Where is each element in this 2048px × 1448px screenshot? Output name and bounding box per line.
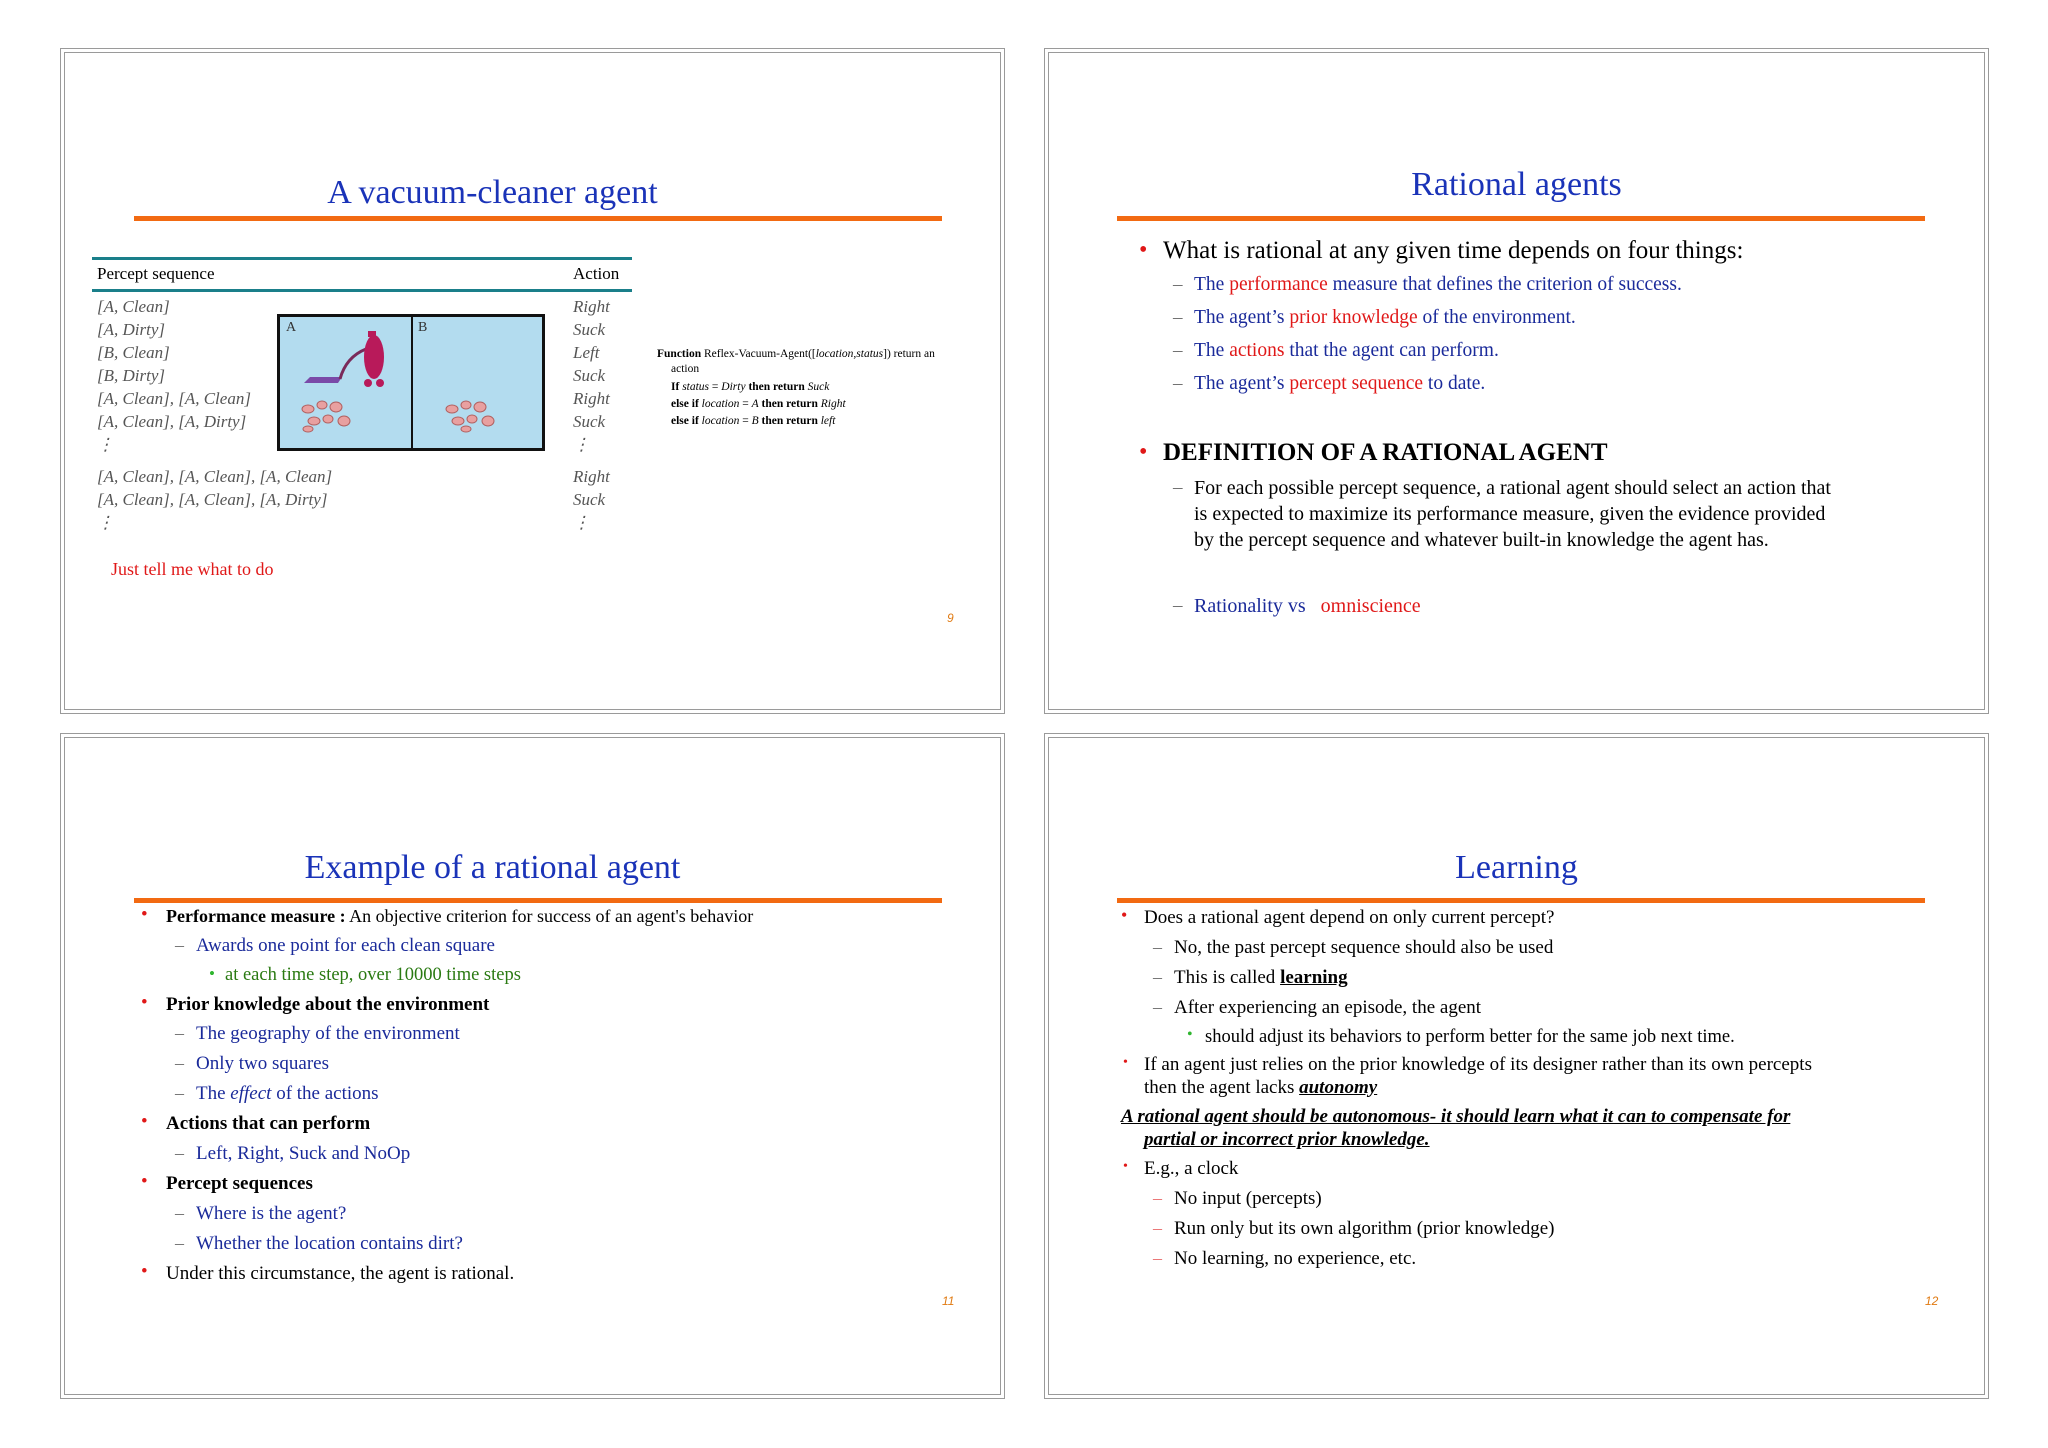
table-action-cell: Left: [573, 343, 600, 362]
definition-text-line: by the percept sequence and whatever built-in knowledge the agent has.: [1194, 529, 1769, 551]
sub-item-performance: The performance measure that defines the criterion of success.: [1194, 274, 1682, 295]
slide-example-rational-agent: [60, 733, 1005, 1399]
bullet-icon: •: [1121, 905, 1128, 925]
dash-icon: –: [175, 935, 184, 955]
slide-title: Learning: [1455, 849, 1578, 886]
table-action-cell: Suck: [573, 490, 606, 509]
bullet-autonomy-line: then the agent lacks autonomy: [1144, 1077, 1378, 1098]
sub-item-prior-knowledge: The agent’s prior knowledge of the environment.: [1194, 307, 1576, 328]
dash-icon: –: [175, 1233, 184, 1253]
bullet-icon: •: [141, 992, 148, 1013]
table-top-rule: [92, 257, 632, 260]
table-action-cell: Suck: [573, 366, 606, 385]
dash-icon: –: [175, 1023, 184, 1043]
table-action-cell: ⋮: [573, 435, 590, 454]
table-action-cell: Suck: [573, 412, 606, 431]
dash-icon: –: [1173, 595, 1183, 616]
dirt-icon: [298, 395, 358, 435]
note-text: Just tell me what to do: [111, 559, 274, 579]
table-percept-cell: [A, Clean], [A, Clean], [A, Dirty]: [97, 490, 328, 509]
title-underline: [134, 898, 942, 903]
function-line-location-b: else if location = B then return left: [671, 415, 836, 427]
dash-icon: –: [1153, 997, 1162, 1017]
dash-icon: –: [1153, 967, 1162, 987]
definition-text-line: For each possible percept sequence, a rational agent should select an action that: [1194, 477, 1831, 499]
dash-icon: –: [1173, 274, 1183, 295]
bullet-icon: •: [1123, 1159, 1128, 1174]
table-percept-cell: [A, Dirty]: [97, 320, 165, 339]
table-header-action: Action: [573, 264, 620, 283]
bullet-icon: •: [141, 904, 148, 925]
page-number: 11: [942, 1294, 955, 1308]
table-percept-cell: [B, Clean]: [97, 343, 170, 362]
dash-icon: –: [175, 1143, 184, 1163]
dash-icon: –: [1153, 937, 1162, 957]
dirt-icon: [442, 395, 502, 435]
dash-icon: –: [1173, 477, 1183, 498]
rationality-vs-omniscience: Rationality vs omniscience: [1194, 595, 1421, 617]
slide-learning: [1044, 733, 1989, 1399]
dash-icon: –: [175, 1203, 184, 1223]
dash-icon: –: [175, 1053, 184, 1073]
bullet-icon: •: [1123, 1055, 1128, 1070]
dash-icon: –: [1153, 1188, 1162, 1208]
bullet-icon: •: [1139, 439, 1148, 465]
sub-item-percept-sequence: The agent’s percept sequence to date.: [1194, 373, 1486, 394]
room-label-b: B: [418, 320, 428, 335]
definition-heading: DEFINITION OF A RATIONAL AGENT: [1163, 439, 1608, 466]
slide-title: A vacuum-cleaner agent: [327, 174, 658, 211]
dash-icon: –: [175, 1083, 184, 1103]
sub-sub-item: at each time step, over 10000 time steps: [225, 965, 521, 985]
bullet-icon: •: [1139, 237, 1148, 263]
sub-item: No, the past percept sequence should also be used: [1174, 937, 1554, 958]
dash-icon: –: [1173, 307, 1183, 328]
definition-text-line: is expected to maximize its performance measure, given the evidence provided: [1194, 503, 1826, 525]
sub-item: Only two squares: [196, 1053, 329, 1074]
sub-item-actions: The actions that the agent can perform.: [1194, 340, 1499, 361]
bullet-icon: •: [141, 1171, 148, 1192]
vacuum-world-diagram: [277, 314, 545, 451]
bullet-performance-measure: Performance measure : An objective criterion for success of an agent's behavior: [166, 906, 754, 926]
bullet-conclusion: Under this circumstance, the agent is rational.: [166, 1263, 515, 1284]
autonomy-statement-line: partial or incorrect prior knowledge.: [1144, 1129, 1430, 1150]
table-header-percept: Percept sequence: [97, 264, 215, 283]
bullet-question: Does a rational agent depend on only current percept?: [1144, 907, 1555, 928]
sub-item: Left, Right, Suck and NoOp: [196, 1143, 411, 1164]
autonomy-statement-line: A rational agent should be autonomous- it should learn what it can to compensate for: [1121, 1106, 1791, 1127]
table-action-cell: Right: [573, 467, 610, 486]
bullet-icon: •: [141, 1111, 148, 1132]
table-percept-cell: [A, Clean], [A, Clean], [A, Clean]: [97, 467, 333, 486]
slide-frame: [1048, 52, 1985, 710]
sub-item: Whether the location contains dirt?: [196, 1233, 463, 1254]
bullet-icon: •: [141, 1261, 148, 1282]
slide-title: Example of a rational agent: [304, 849, 681, 886]
title-underline: [134, 216, 942, 221]
page-number: 12: [1925, 1294, 1939, 1308]
function-line-location-a: else if location = A then return Right: [671, 398, 846, 410]
table-percept-cell: [A, Clean], [A, Clean]: [97, 389, 251, 408]
bullet-clock-example: E.g., a clock: [1144, 1158, 1239, 1179]
sub-item: This is called learning: [1174, 967, 1348, 988]
room-label-a: A: [286, 320, 297, 335]
bullet-percept-sequences: Percept sequences: [166, 1173, 313, 1194]
title-underline: [1117, 216, 1925, 221]
slide-title: Rational agents: [1411, 166, 1622, 203]
bullet-prior-knowledge: Prior knowledge about the environment: [166, 994, 490, 1015]
sub-item: The geography of the environment: [196, 1023, 460, 1044]
bullet-icon: •: [209, 964, 215, 983]
sub-item: Run only but its own algorithm (prior knowledge): [1174, 1218, 1555, 1239]
table-action-cell: ⋮: [573, 513, 590, 532]
bullet-autonomy-line: If an agent just relies on the prior knowledge of its designer rather than its own percepts: [1144, 1054, 1812, 1075]
sub-item: Where is the agent?: [196, 1203, 347, 1224]
bullet-actions: Actions that can perform: [166, 1113, 371, 1134]
title-underline: [1117, 898, 1925, 903]
vacuum-cleaner-icon: [296, 323, 396, 393]
dash-icon: –: [1173, 340, 1183, 361]
table-action-cell: Right: [573, 297, 610, 316]
table-percept-cell: [B, Dirty]: [97, 366, 165, 385]
bullet-four-things: What is rational at any given time depends on four things:: [1163, 237, 1744, 264]
function-signature: Function Reflex-Vacuum-Agent([location,status]) return an: [657, 348, 935, 360]
slide-rational-agents: [1044, 48, 1989, 714]
sub-item: No input (percepts): [1174, 1188, 1322, 1209]
room-divider: [411, 317, 413, 448]
table-percept-cell: [A, Clean]: [97, 297, 170, 316]
slide-vacuum-cleaner-agent: [60, 48, 1005, 714]
sub-item: The effect of the actions: [196, 1083, 379, 1104]
table-percept-cell: ⋮: [97, 513, 114, 532]
function-signature-cont: action: [671, 363, 700, 375]
dash-icon: –: [1153, 1248, 1162, 1268]
dash-icon: –: [1173, 373, 1183, 394]
table-header-rule: [92, 289, 632, 292]
sub-item: Awards one point for each clean square: [196, 935, 495, 956]
sub-sub-item: should adjust its behaviors to perform better for the same job next time.: [1205, 1027, 1735, 1047]
dash-icon: –: [1153, 1218, 1162, 1238]
sub-item: After experiencing an episode, the agent: [1174, 997, 1482, 1018]
page-number: 9: [947, 611, 954, 625]
table-percept-cell: [A, Clean], [A, Dirty]: [97, 412, 247, 431]
function-line-dirty: If status = Dirty then return Suck: [671, 381, 830, 393]
sub-item: No learning, no experience, etc.: [1174, 1248, 1417, 1269]
table-percept-cell: ⋮: [97, 435, 114, 454]
bullet-icon: •: [1187, 1026, 1193, 1043]
table-action-cell: Right: [573, 389, 610, 408]
table-action-cell: Suck: [573, 320, 606, 339]
